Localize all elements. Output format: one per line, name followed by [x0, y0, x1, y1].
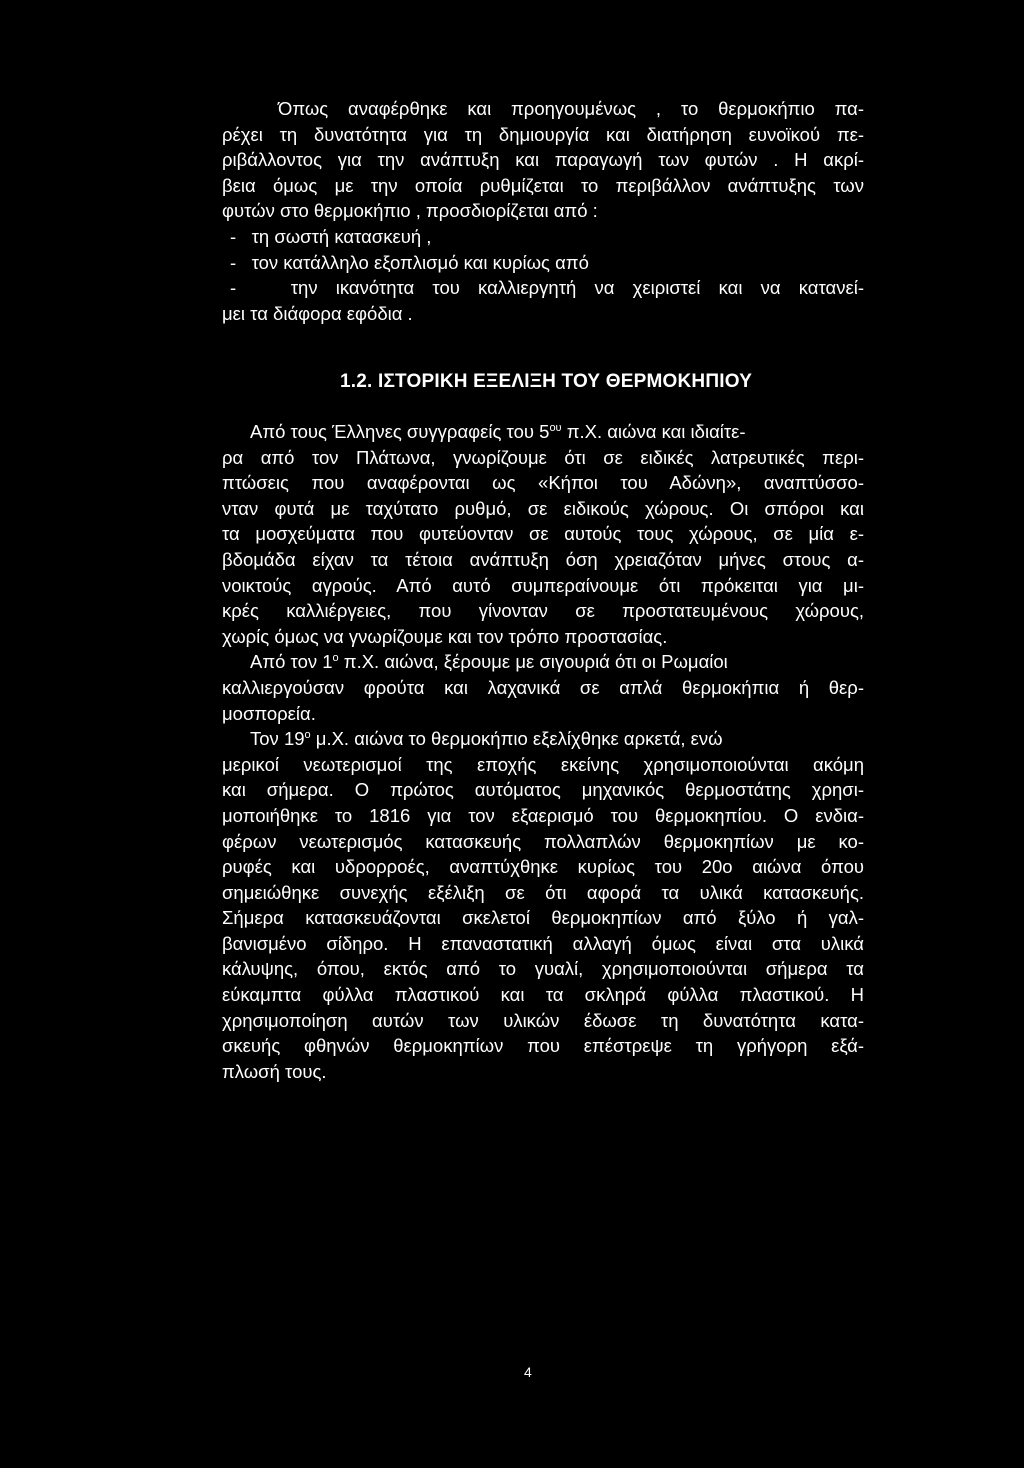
- page-number: 4: [524, 1364, 532, 1380]
- text-line: ριβάλλοντος για την ανάπτυξη και παραγωγή των φυτών . Η ακρί-: [222, 149, 864, 171]
- text-line: [222, 419, 864, 445]
- text-line: Όπως αναφέρθηκε και προηγουμένως , το θερμοκήπιο πα-: [278, 98, 864, 119]
- text-line: και σήμερα. Ο πρώτος αυτόματος μηχανικός θερμοστάτης χρησι-: [222, 779, 864, 801]
- text-line: μοποιήθηκε το 1816 για τον εξαερισμό του θερμοκηπίου. Ο ενδια-: [222, 804, 864, 826]
- text-line: χρησιμοποίηση αυτών των υλικών έδωσε τη δυνατότητα κατα-: [222, 1009, 864, 1031]
- text-line: κρές καλλιέργειες, που γίνονταν σε προστατευμένους χώρους,: [222, 600, 864, 622]
- text-fragment: π.Χ. αιώνα και ιδιαίτε-: [561, 421, 746, 442]
- text-line: μει τα διάφορα εφόδια .: [222, 302, 413, 324]
- text-line: πλωσή τους.: [222, 1060, 327, 1082]
- list-item: - την ικανότητα του καλλιεργητή να χειριστεί και να κατανεί-: [230, 277, 864, 299]
- text-line: πτώσεις που αναφέρονται ως «Κήποι του Αδώνη», αναπτύσσο-: [222, 472, 864, 494]
- text-line: νοικτούς αγρούς. Από αυτό συμπεραίνουμε ότι πρόκειται για μι-: [222, 574, 864, 596]
- text-line: μερικοί νεωτερισμοί της εποχής εκείνης χρησιμοποιούνται ακόμη: [222, 753, 864, 775]
- text-line: κάλυψης, όπου, εκτός από το γυαλί, χρησιμοποιούνται σήμερα τα: [222, 958, 864, 980]
- section-heading: 1.2. ΙΣΤΟΡΙΚΗ ΕΞΕΛΙΞΗ ΤΟΥ ΘΕΡΜΟΚΗΠΙΟΥ: [340, 371, 753, 392]
- ordinal-superscript: ο: [332, 652, 339, 665]
- text-line: χωρίς όμως να γνωρίζουμε και τον τρόπο προστασίας.: [222, 625, 668, 647]
- text-line: Σήμερα κατασκευάζονται σκελετοί θερμοκηπίων από ξύλο ή γαλ-: [222, 907, 864, 929]
- text-line: σκευής φθηνών θερμοκηπίων που επέστρεψε τη γρήγορη εξά-: [222, 1035, 864, 1057]
- history-body: [222, 419, 864, 1084]
- text-line: [222, 649, 864, 675]
- text-line: σημειώθηκε συνεχής εξέλιξη σε ότι αφορά τα υλικά κατασκευής.: [222, 881, 864, 903]
- text-line: τα μοσχεύματα που φυτεύονταν σε αυτούς τους χώρους, σε μία ε-: [222, 523, 864, 545]
- text-line: ρέχει τη δυνατότητα για τη δημιουργία και διατήρηση ευνοϊκού πε-: [222, 123, 864, 145]
- text-line: νταν φυτά με ταχύτατο ρυθμό, σε ειδικούς χώρους. Οι σπόροι και: [222, 497, 864, 519]
- text-line: [222, 726, 864, 752]
- text-line: εύκαμπτα φύλλα πλαστικού και τα σκληρά φύλλα πλαστικού. Η: [222, 984, 864, 1006]
- text-fragment: π.Χ. αιώνα, ξέρουμε με σιγουριά ότι οι Ρωμαίοι: [338, 651, 728, 673]
- text-fragment: μ.Χ. αιώνα το θερμοκήπιο εξελίχθηκε αρκετά, ενώ: [310, 728, 723, 750]
- intro-paragraph: [222, 96, 864, 326]
- text-line: ρυφές και υδρορροές, αναπτύχθηκε κυρίως του 20ο αιώνα όπου: [222, 856, 864, 878]
- text-line: βδομάδα είχαν τα τέτοια ανάπτυξη όση χρειαζόταν μήνες στους α-: [222, 548, 864, 570]
- text-line: μοσπορεία.: [222, 702, 316, 724]
- text-fragment: Από τους Έλληνες συγγραφείς του 5: [250, 421, 550, 442]
- text-line: ρα από τον Πλάτωνα, γνωρίζουμε ότι σε ειδικές λατρευτικές περι-: [222, 446, 864, 468]
- list-item: - τον κατάλληλο εξοπλισμό και κυρίως από: [230, 251, 589, 273]
- text-line: βεια όμως με την οποία ρυθμίζεται το περιβάλλον ανάπτυξης των: [222, 174, 864, 196]
- text-line: φέρων νεωτερισμός κατασκευής πολλαπλών θερμοκηπίων με κο-: [222, 830, 864, 852]
- text-line: βανισμένο σίδηρο. Η επαναστατική αλλαγή όμως είναι στα υλικά: [222, 932, 864, 954]
- ordinal-superscript: ου: [549, 422, 562, 434]
- text-line: καλλιεργούσαν φρούτα και λαχανικά σε απλά θερμοκήπια ή θερ-: [222, 676, 864, 698]
- text-fragment: Από τον 1: [250, 651, 333, 673]
- ordinal-superscript: ο: [304, 729, 311, 742]
- list-item: - τη σωστή κατασκευή ,: [230, 225, 432, 247]
- text-fragment: Τον 19: [250, 728, 305, 750]
- text-line: φυτών στο θερμοκήπιο , προσδιορίζεται από :: [222, 200, 598, 222]
